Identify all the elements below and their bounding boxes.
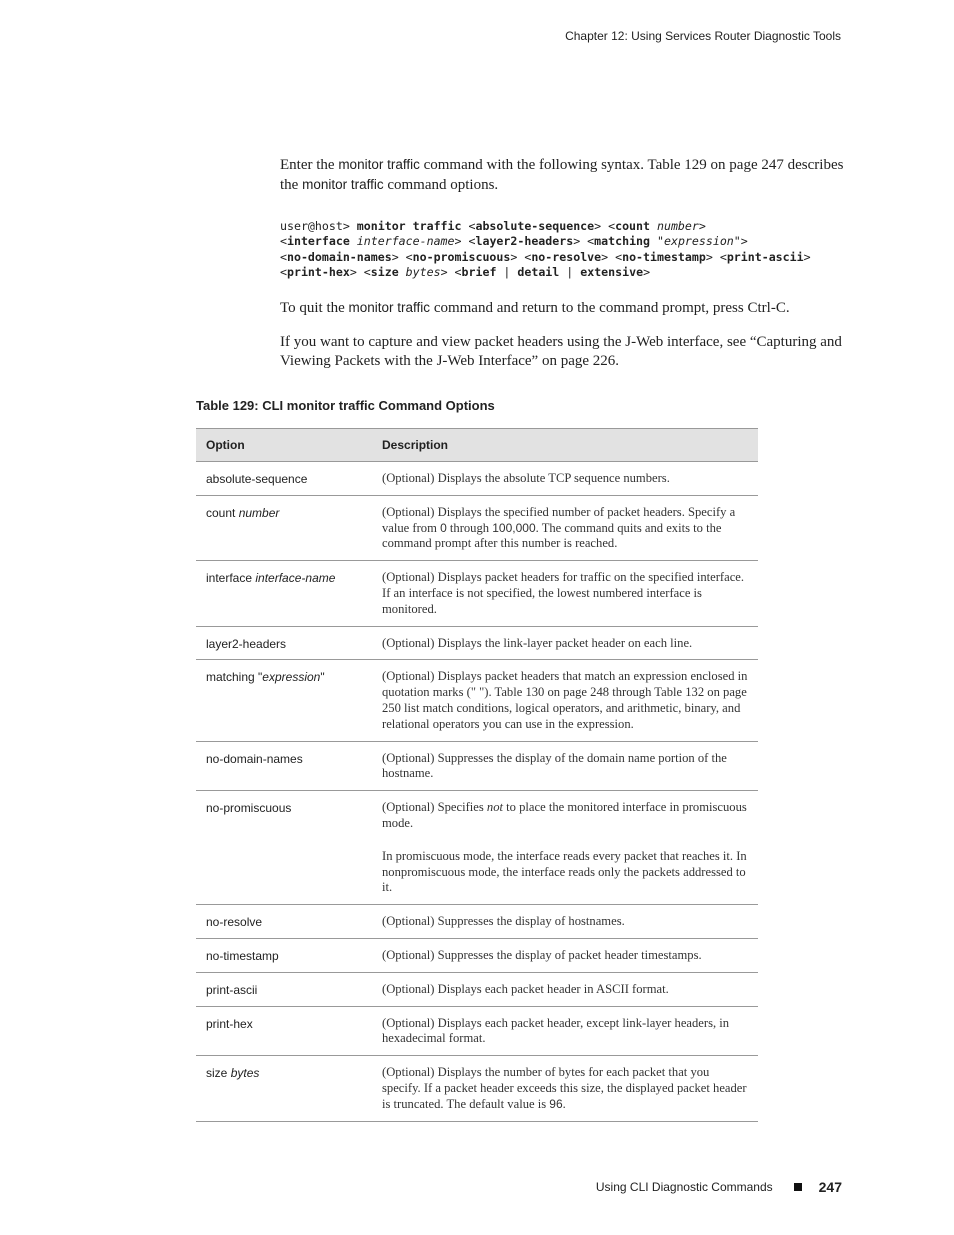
syntax-line-3: <no-domain-names> <no-promiscuous> <no-resolve> <no-timestamp> <print-ascii> <box>280 249 811 264</box>
square-bullet-icon <box>794 1183 802 1191</box>
table-row <box>196 462 758 496</box>
command-name: monitor traffic <box>338 157 420 172</box>
syntax-line-2: <interface interface-name> <layer2-headers> <matching "expression"> <box>280 234 748 249</box>
description-cell: (Optional) Displays each packet header in ASCII format. <box>372 972 758 1006</box>
option-cell: interface interface-name <box>196 561 372 626</box>
table-row <box>196 972 758 1006</box>
description-cell: (Optional) Suppresses the display of hostnames. <box>372 905 758 939</box>
table-row <box>196 660 758 741</box>
description-cell: (Optional) Displays the link-layer packet header on each line. <box>372 626 758 660</box>
option-cell: matching "expression" <box>196 660 372 741</box>
syntax-line-1: user@host> monitor traffic <absolute-sequence> <count number> <box>280 219 706 233</box>
table-caption: Table 129: CLI monitor traffic Command Options <box>196 398 495 413</box>
option-cell: size bytes <box>196 1056 372 1121</box>
description-cell: (Optional) Suppresses the display of packet header timestamps. <box>372 938 758 972</box>
description-cell: (Optional) Displays the absolute TCP sequence numbers. <box>372 462 758 496</box>
syntax-line-4: <print-hex> <size bytes> <brief | detail | extensive> <box>280 264 651 279</box>
option-cell: no-promiscuous <box>196 791 372 905</box>
page-number: 247 <box>818 1179 842 1195</box>
column-header-description: Description <box>372 429 758 462</box>
option-cell: print-hex <box>196 1006 372 1056</box>
command-name: monitor traffic <box>302 177 384 192</box>
option-cell: count number <box>196 495 372 560</box>
table-row <box>196 938 758 972</box>
option-cell: layer2-headers <box>196 626 372 660</box>
column-header-option: Option <box>196 429 372 462</box>
table-row <box>196 905 758 939</box>
option-cell: print-ascii <box>196 972 372 1006</box>
page-footer <box>596 1179 842 1195</box>
table-header-row <box>196 429 758 462</box>
description-cell: (Optional) Displays the number of bytes for each packet that you specify. If a packet header exceeds this size, the displayed packet header is truncated. The default value is 96. <box>372 1056 758 1121</box>
options-table <box>196 428 758 1122</box>
jweb-paragraph: If you want to capture and view packet headers using the J-Web interface, see “Capturing and Viewing Packets with the J-Web Interface” on page 226. <box>280 334 842 369</box>
option-cell: no-domain-names <box>196 741 372 791</box>
description-cell: (Optional) Displays the specified number of packet headers. Specify a value from 0 through 100,000. The command quits and exits to the command prompt after this number is reached. <box>372 495 758 560</box>
command-syntax <box>280 219 870 280</box>
option-cell: absolute-sequence <box>196 462 372 496</box>
table-row <box>196 1006 758 1056</box>
table-row <box>196 741 758 791</box>
table-row <box>196 626 758 660</box>
table-row <box>196 1056 758 1121</box>
option-cell: no-timestamp <box>196 938 372 972</box>
command-name: monitor traffic <box>348 300 431 315</box>
table-row <box>196 791 758 905</box>
table-row <box>196 561 758 626</box>
table-row <box>196 495 758 560</box>
description-cell: (Optional) Displays packet headers that match an expression enclosed in quotation marks (" "). Table 130 on page 248 through Table 132 on page 250 list match conditions, logical operators, and arithmetic, binary, and relational operators you can use in the expression. <box>372 660 758 741</box>
quit-paragraph: To quit the monitor traffic command and return to the command prompt, press Ctrl-C. <box>280 300 790 316</box>
intro-paragraph: Enter the monitor traffic command with the following syntax. Table 129 on page 247 describes the monitor traffic command options. <box>280 157 844 193</box>
description-cell: (Optional) Specifies not to place the monitored interface in promiscuous mode. In promiscuous mode, the interface reads every packet that reaches it. In nonpromiscuous mode, the interface reads only the packets addressed to it. <box>372 791 758 905</box>
option-cell: no-resolve <box>196 905 372 939</box>
footer-section-title: Using CLI Diagnostic Commands <box>595 1180 773 1194</box>
description-cell: (Optional) Suppresses the display of the domain name portion of the hostname. <box>372 741 758 791</box>
description-cell: (Optional) Displays packet headers for traffic on the specified interface. If an interface is not specified, the lowest numbered interface is monitored. <box>372 561 758 626</box>
running-header: Chapter 12: Using Services Router Diagnostic Tools <box>565 29 841 43</box>
description-cell: (Optional) Displays each packet header, except link-layer headers, in hexadecimal format. <box>372 1006 758 1056</box>
